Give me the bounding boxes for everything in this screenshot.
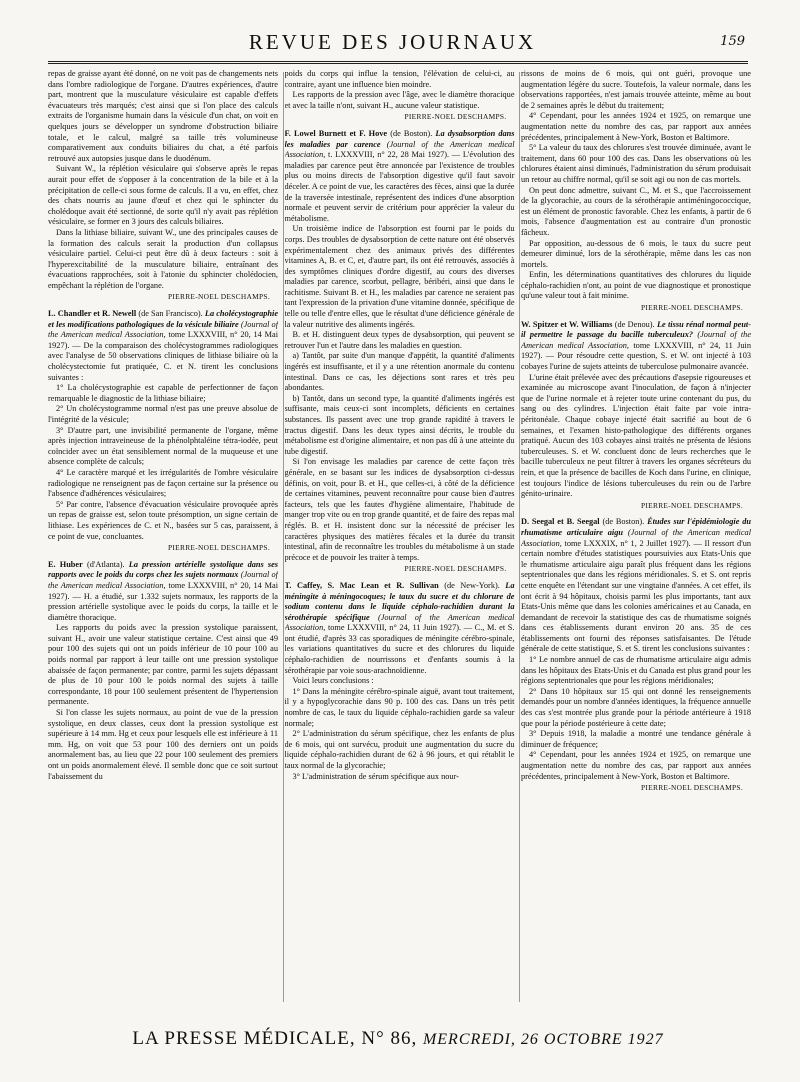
page-number: 159 <box>720 34 745 49</box>
article-title: La méningite à méningocoques; le taux du sucre et du chlorure de sodium contenu dans le liquide céphalo-rachidien durant la sérothérapie spécifique <box>284 580 515 622</box>
conclusion-item: 1° La cholécystographie est capable de perfectionner de façon remarquable le diagnostic de la lithiase biliaire; <box>48 383 278 403</box>
author-signature: PIERRE-NOEL DESCHAMPS. <box>640 783 743 793</box>
paragraph: Enfin, les déterminations quantitatives des chlorures du liquide céphalo-rachidien n'ont, au point de vue diagnostique et pronostique qu'une valeur tout à fait minime. <box>521 270 751 301</box>
article-heading <box>285 581 515 676</box>
paragraph: poids du corps qui influe la tension, l'élévation de celui-ci, au contraire, ayant une influence bien moindre. <box>284 69 515 89</box>
column-3 <box>521 69 751 1011</box>
column-2 <box>285 69 515 1011</box>
paragraph: Suivant W., la réplétion vésiculaire qui s'observe après le repas aurait pour effet de s'opposer à la concentration de la bile et à la précipitation de celle-ci sous forme de calculs. Il a vu, en effet, chez des chats nourris au jaune d'œuf et chez qui le sphincter du cholédoque avait été sectionné, de sorte qu'il n'y avait pas réplétion vésiculaire, se former en 3 jours des calculs biliaires. <box>48 164 278 227</box>
paragraph: Si l'on envisage les maladies par carence de cette façon très générale, en se basant sur les indices de dysabsorption ci-dessus définis, on voit, pour B. et H., que celles-ci, à côté de la déficience de certaines vitamines, peuvent reconnaître pour cause bien d'autres facteurs, tels que les fautes d'hygiène alimentaire, l'habitude de manger trop vite ou en trop grande quantité, et de faire des repas mal réglés. B. et H. insistent donc sur la nécessité de préciser les caractères physiques des matières fécales et la durée du transit intestinal, afin de reconnaître les troubles du métabolisme à un stade précoce et de pouvoir les traiter à temps. <box>284 457 515 562</box>
article-reference: tome LXXXVIII, n° 24, 11 Juin 1927). — Pour résoudre cette question, S. et W. ont injecté à 103 cobayes l'urine de sujets atteints de tuberculose pulmonaire avancée. <box>521 340 751 372</box>
conclusion-item: 4° Le caractère marqué et les irrégularités de l'ombre vésiculaire radiologique ne renseignent pas de façon certaine sur la présence ou l'absence d'adhérences vésiculaires; <box>48 467 278 499</box>
conclusion-item: 2° L'administration du sérum spécifique, chez les enfants de plus de 6 mois, qui ont survécu, produit une augmentation du sucre du liquide céphalo-rachidien durant de 62 à 96 jours, et qui rétablit le taux normal de la glycorachie; <box>284 729 515 770</box>
article-title: La dysabsorption dans les maladies par carence <box>284 128 515 149</box>
article-place: (de San Francisco). <box>138 309 203 319</box>
author-signature: PIERRE-NOEL DESCHAMPS. <box>640 500 743 510</box>
article-heading <box>521 320 751 373</box>
article-reference: tome LXXXVIII, n° 20, 14 Mai 1927). — H. a étudié, sur 1.332 sujets normaux, les rapports de la pression artérielle systolique avec le poids du corps, la taille et le diamètre thoracique. <box>48 580 278 622</box>
article-reference: tome LXXXVIII, n° 20, 14 Mai 1927). — De la comparaison des cholécystogrammes radiologiques avec l'analyse de 50 observations cliniques de lithiase biliaire où la cholécystectomie fut pratiquée, C. et N. tirent les conclusions suivantes : <box>48 330 278 382</box>
footer-journal: LA PRESSE MÉDICALE, N° 86, <box>132 1028 418 1049</box>
page-header <box>40 26 745 56</box>
paragraph: Voici leurs conclusions : <box>292 676 374 686</box>
article-place: (de Denou). <box>614 319 655 329</box>
article-reference: tome LXXXIX, n° 1, 2 Juillet 1927). — Il ressort d'un certain nombre d'études statistiques poursuivies aux Etats-Unis que le rhumatisme articulaire aigu paraît plus fréquent dans les régions septentrionales que dans les régions méridionales. S. et S. ont repris cette enquête en l'étendant sur une vingtaine d'années. A cet effet, ils ont écrit à 94 hôpitaux, choisis parmi les plus importants, tant aux Etats-Unis même que dans les colonies américaines et au Canada, en demandant de recevoir la statistique des cas de rhumatisme soignés dans ces établissements durant environ 20 ans. 35 de ces établissements ont fourni des réponses satisfaisantes. De l'étude générale de cette statistique, S. et S. tirent les conclusions suivantes : <box>521 538 751 654</box>
article-heading <box>285 129 515 224</box>
conclusion-item: 5° La valeur du taux des chlorures s'est trouvée diminuée, avant le traitement, dans 60 pour 100 des cas. Dans les observations où les chlorures étaient ainsi diminués, l'administration du sérum produisait un retour au chiffre normal, qu'il se soit agi ou non de cas mortels. <box>521 143 751 184</box>
page-footer <box>48 1028 748 1058</box>
conclusion-item: 3° D'autre part, une invisibilité permanente de l'organe, même après injection intraveineuse de la phénolphtaléine tétra-iodée, peut coïncider avec un état sensiblement normal de la muqueuse et une absence complète de calculs; <box>48 425 278 467</box>
article-authors: D. Seegal et B. Seegal <box>521 517 600 527</box>
article-place: (d'Atlanta). <box>86 559 125 569</box>
article-heading <box>48 560 278 624</box>
article-journal: (Journal of the American medical Association, <box>284 139 515 160</box>
article-place: (de Boston). <box>602 517 645 527</box>
conclusion-item: 3° L'administration de sérum spécifique aux nour- <box>292 771 459 781</box>
column-1 <box>48 69 278 1011</box>
article-journal: (Journal of the American medical Association, <box>48 570 278 590</box>
article-title: La pression artérielle systolique dans ses rapports avec le poids du corps chez les sujets normaux <box>48 559 278 580</box>
article-authors: L. Chandler et R. Newell <box>48 309 137 319</box>
header-rule <box>48 61 748 64</box>
conclusion-item: 4° Cependant, pour les années 1924 et 1925, on remarque une augmentation nette du nombre des cas, par rapport aux années précédentes, principalement à New-York, Boston et Baltimore. <box>521 750 751 781</box>
article-journal: (Journal of the American medical Association, <box>48 319 278 340</box>
paragraph: Par opposition, au-dessous de 6 mois, le taux du sucre peut demeurer diminué, lors de la sérothérapie, même dans les cas non mortels. <box>521 238 751 269</box>
paragraph: B. et H. distinguent deux types de dysabsorption, qui peuvent se retrouver l'un et l'autre dans les maladies en question. <box>284 330 515 350</box>
paragraph: Les rapports du poids avec la pression systolique paraissent, suivant H., avoir une valeur statistique certaine. C'est ainsi que 49 pour 100 des sujets qui ont un poids inférieur de 10 pour 100 au poids normal par rapport à leur taille ont une pression systolique abaissée de façon permanente; par contre, parmi les sujets dépassant de plus de 10 pour 100 le poids normal des sujets à taille correspondante, 18 pour 100 seulement présentent de l'hypertension permanente. <box>48 623 278 707</box>
article-reference: tome LXXXVIII, n° 24, 11 Juin 1927). — C., M. et S. ont étudié, d'après 33 cas sporadiques de méningite cérébro-spinale, les variations quantitatives du sucre et des chlorures du liquide céphalo-rachidien de nourrissons et d'enfants soumis à la sérothérapie par voie sous-arachnoïdienne. <box>284 623 515 675</box>
paragraph: Dans la lithiase biliaire, suivant W., une des principales causes de la formation des calculs serait la production d'un collapsus vésiculaire partiel. Celui-ci peut être dû à deux facteurs : soit à l'hyperexcitabilité de la musculature biliaire, entraînant des évacuations rapprochées, soit à l'atonie du sphincter cholédocien, empêchant la réplétion de l'organe. <box>48 227 278 290</box>
paragraph: L'urine était prélevée avec des précautions d'asepsie rigoureuses et examinée au microscope avant l'inoculation, de façon à n'injecter que de l'urine normale et à rejeter toute urine contenant du pus, du sang ou des cylindres. L'injection était faite par voie intra-péritonéale. Chaque cobaye injecté était sacrifié au bout de 6 semaines, et l'examen histo-pathologique des différents organes pratiqué. Aucun des 103 cobayes ainsi traités ne présenta de lésions tuberculeuses. S. et W. concluent donc de leurs recherches que le bacille tuberculeux ne peut filtrer à travers les organes sécréteurs du rein, et que la présence de bacilles de Koch dans l'urine, en clinique, est toujours l'indice de lésions tuberculeuses du rein ou de l'arbre génito-urinaire. <box>521 372 751 499</box>
paragraph: b) Tantôt, dans un second type, la quantité d'aliments ingérés est suffisante, mais ceux-ci sont incomplets, déficients en certaines substances. Ils passent avec une trop grande rapidité à travers le tractus digestif. Dans les deux types ainsi décrits, le trouble du métabolisme est d'origine alimentaire, et non pas dû à une atteinte du tube digestif. <box>284 393 515 456</box>
conclusion-item: 4° Cependant, pour les années 1924 et 1925, on remarque une augmentation nette du nombre des cas, par rapport aux années précédentes, principalement à New-York, Boston et Baltimore. <box>521 111 751 142</box>
article-place: (de New-York). <box>444 580 500 590</box>
conclusion-item: 2° Un cholécystogramme normal n'est pas une preuve absolue de l'intégrité de la vésicule; <box>48 404 278 424</box>
conclusion-item: 2° Dans 10 hôpitaux sur 15 qui ont donné les renseignements demandés pour un nombre d'années identiques, la fréquence annuelle des cas s'est montrée plus grande pour la période antérieure à 1918 que pour la période postérieure à cette date; <box>521 686 751 728</box>
article-authors: F. Lowel Burnett et F. Hove <box>284 128 388 138</box>
paragraph: Un troisième indice de l'absorption est fourni par le poids du corps. Des troubles de dysabsorption de cette nature ont été observés expérimentalement chez des animaux privés des différentes vitamines A, B. et C, et, d'autre part, ils ont été retrouvés, associés à des symptômes cliniques d'ordre digestif, au cours des diverses maladies par carence, scorbut, pellagre, béribéri, ainsi que dans le rachitisme. Suivant B. et H., les maladies par carence ne seraient pas tant l'expression de la privation d'une vitamine donnée, spécifique de telle ou telle d'entre elles, que le résultat d'une déficience générale de la valeur nutritive des aliments ingérés. <box>284 224 515 329</box>
article-journal: (Journal of the American medical Association, <box>521 527 751 548</box>
article-place: (de Boston). <box>390 128 433 138</box>
paragraph: On peut donc admettre, suivant C., M. et S., que l'accroissement de la glycorachie, au cours de la sérothérapie antiméningococcique, est un élément de pronostic favorable. Chez les enfants, à partir de 6 mois, l'absence d'augmentation est au contraire d'un pronostic fâcheux. <box>521 185 751 237</box>
paragraph: repas de graisse ayant été donné, on ne voit pas de changements nets dans l'ombre radiologique de l'organe. D'autres expériences, d'autre part, montrent que la musculature vésiculaire est capable d'effets évacuateurs très marqués; c'est ainsi que si l'on place des calculs extraits de l'organisme humain dans la vésicule d'un chat, on voit en quelques jours se développer un syndrome d'obstruction biliaire totale, et le calcul, malgré sa taille très volumineuse comparativement aux conduits biliaires du chat, a été parfois retrouvé aux autopsies jusque dans le duodénum. <box>48 69 278 163</box>
author-signature: PIERRE-NOEL DESCHAMPS. <box>404 112 507 122</box>
article-columns <box>48 69 751 1011</box>
article-title: La cholécystographie et les modifications pathologiques de la vésicule biliaire <box>48 309 278 329</box>
conclusion-item: 5° Par contre, l'absence d'évacuation vésiculaire provoquée après un repas de graisse est, selon toute présomption, un signe certain de lithiase. Les expériences de C. et N., basées sur 5 cas, paraissent, à ce point de vue, concluantes. <box>48 499 278 541</box>
paragraph: a) Tantôt, par suite d'un manque d'appétit, la quantité d'aliments ingérés est insuffisante, et il y a une rétention anormale du contenu intestinal. Dans ce cas, les déjections sont rares et très peu abondantes. <box>284 351 515 393</box>
conclusion-item: 1° Dans la méningite cérébro-spinale aiguë, avant tout traitement, il y a hypoglycorachie dans 90 p. 100 des cas. Dans un très petit nombre de cas, le taux du liquide céphalo-rachidien garde sa valeur normale; <box>284 686 515 728</box>
author-signature: PIERRE-NOEL DESCHAMPS. <box>640 303 743 313</box>
article-authors: T. Caffey, S. Mac Lean et R. Sullivan <box>284 580 439 590</box>
article-reference: t. LXXXVIII, n° 22, 28 Mai 1927). — L'évolution des maladies par carence peut être annoncée par l'existence de troubles plus ou moins directs de l'absorption digestive qu'il faut savoir déceler. A ce point de vue, les caractères des fèces, ainsi que la durée de la traversée intestinale, représentent des indices d'une absorption normale et peuvent servir de critérium pour apprécier la valeur du métabolisme. <box>284 150 515 223</box>
article-authors: W. Spitzer et W. Williams <box>521 319 613 329</box>
article-journal: (Journal of the American medical Association, <box>284 612 515 633</box>
journal-section-title: REVUE DES JOURNAUX <box>248 30 537 54</box>
article-title: Le tissu rénal normal peut-il permettre le passage du bacille tuberculeux? <box>521 319 751 340</box>
conclusion-item: 1° Le nombre annuel de cas de rhumatisme articulaire aigu admis dans les hôpitaux des Etats-Unis et du Canada est plus grand pour les régions septentrionales que pour les régions méridionales; <box>521 655 751 686</box>
author-signature: PIERRE-NOEL DESCHAMPS. <box>167 543 270 553</box>
article-heading <box>48 309 278 383</box>
author-signature: PIERRE-NOEL DESCHAMPS. <box>404 564 507 574</box>
paragraph: rissons de moins de 6 mois, qui ont guéri, provoque une augmentation légère du sucre. Toutefois, la valeur normale, dans les observations rapportées, n'est jamais trouvée atteinte, même au bout de 2 semaines après le début du traitement; <box>521 69 751 110</box>
article-authors: E. Huber <box>48 559 83 569</box>
footer-date: MERCREDI, 26 OCTOBRE 1927 <box>422 1031 664 1048</box>
author-signature: PIERRE-NOEL DESCHAMPS. <box>167 292 270 302</box>
paragraph: Les rapports de la pression avec l'âge, avec le diamètre thoracique et avec la taille n'ont, suivant H., aucune valeur statistique. <box>284 90 515 110</box>
article-title: Études sur l'épidémiologie du rhumatisme articulaire aigu <box>521 517 751 537</box>
article-journal: (Journal of the American medical Association, <box>521 330 751 350</box>
paragraph: Si l'on classe les sujets normaux, au point de vue de la pression systolique, en deux classes, ceux dont la pression systolique est supérieure à 14 mm. Hg et ceux pour lesquels elle est inférieure à 11 mm. Hg, on voit que 53 pour 100 des derniers ont un poids anormalement bas, au lieu que 22 pour 100 seulement des premiers ont un poids anormalement élevé. Il semble donc que ce soit surtout l'abaissement du <box>48 708 278 781</box>
conclusion-item: 3° Depuis 1918, la maladie a montré une tendance générale à diminuer de fréquence; <box>521 729 751 749</box>
article-heading <box>521 517 751 655</box>
